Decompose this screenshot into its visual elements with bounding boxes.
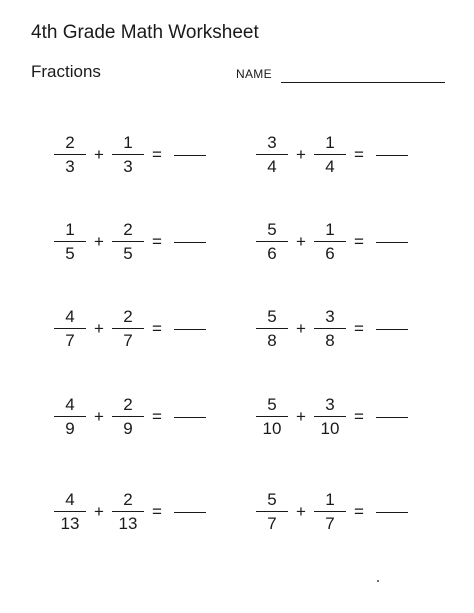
denominator: 7 [325, 514, 335, 533]
fraction-a [255, 134, 289, 176]
denominator: 13 [118, 514, 138, 533]
answer-line[interactable] [376, 329, 408, 330]
plus-sign: + [296, 407, 306, 426]
fraction-a [255, 221, 289, 263]
denominator: 7 [65, 331, 75, 350]
equals-sign: = [152, 502, 162, 521]
numerator: 5 [267, 307, 277, 326]
denominator: 13 [60, 514, 80, 533]
numerator: 5 [267, 490, 277, 509]
fraction-b [313, 221, 347, 263]
answer-line[interactable] [376, 512, 408, 513]
numerator: 1 [325, 490, 335, 509]
denominator: 6 [325, 244, 335, 263]
numerator: 2 [123, 490, 133, 509]
equals-sign: = [354, 145, 364, 164]
answer-line[interactable] [174, 417, 206, 418]
equals-sign: = [354, 407, 364, 426]
numerator: 2 [123, 307, 133, 326]
fraction-bar [112, 154, 144, 155]
plus-sign: + [94, 232, 104, 251]
denominator: 10 [262, 419, 282, 438]
fraction-b [111, 134, 145, 176]
numerator: 4 [65, 490, 75, 509]
fraction-b [313, 491, 347, 533]
answer-line[interactable] [376, 242, 408, 243]
fraction-bar [314, 511, 346, 512]
fraction-bar [54, 328, 86, 329]
answer-line[interactable] [174, 512, 206, 513]
fraction-b [313, 396, 347, 438]
problem-4 [255, 220, 408, 264]
name-line[interactable] [281, 82, 445, 83]
numerator: 4 [65, 307, 75, 326]
numerator: 3 [325, 395, 335, 414]
plus-sign: + [94, 319, 104, 338]
denominator: 8 [267, 331, 277, 350]
problem-6 [255, 307, 408, 351]
fraction-bar [314, 241, 346, 242]
denominator: 3 [123, 157, 133, 176]
fraction-a [53, 308, 87, 350]
problem-5 [53, 307, 206, 351]
denominator: 6 [267, 244, 277, 263]
fraction-bar [112, 328, 144, 329]
problem-9 [53, 490, 206, 534]
problem-7 [53, 395, 206, 439]
numerator: 1 [325, 220, 335, 239]
numerator: 2 [123, 395, 133, 414]
fraction-a [53, 396, 87, 438]
fraction-bar [112, 511, 144, 512]
denominator: 5 [123, 244, 133, 263]
fraction-bar [256, 154, 288, 155]
numerator: 1 [65, 220, 75, 239]
equals-sign: = [152, 407, 162, 426]
denominator: 8 [325, 331, 335, 350]
problem-1 [53, 133, 206, 177]
fraction-b [313, 308, 347, 350]
problem-8 [255, 395, 408, 439]
numerator: 4 [65, 395, 75, 414]
section-subtitle: Fractions [31, 62, 101, 81]
equals-sign: = [152, 145, 162, 164]
numerator: 2 [123, 220, 133, 239]
numerator: 5 [267, 395, 277, 414]
fraction-bar [314, 154, 346, 155]
plus-sign: + [94, 407, 104, 426]
plus-sign: + [296, 502, 306, 521]
denominator: 9 [65, 419, 75, 438]
numerator: 2 [65, 133, 75, 152]
answer-line[interactable] [174, 155, 206, 156]
stray-dot [377, 580, 379, 582]
fraction-a [53, 491, 87, 533]
fraction-bar [314, 416, 346, 417]
page-title: 4th Grade Math Worksheet [31, 22, 259, 43]
denominator: 7 [123, 331, 133, 350]
fraction-bar [112, 241, 144, 242]
problem-2 [255, 133, 408, 177]
fraction-a [53, 134, 87, 176]
plus-sign: + [296, 319, 306, 338]
fraction-bar [256, 241, 288, 242]
fraction-a [53, 221, 87, 263]
numerator: 1 [325, 133, 335, 152]
fraction-bar [54, 154, 86, 155]
answer-line[interactable] [376, 417, 408, 418]
denominator: 10 [320, 419, 340, 438]
plus-sign: + [94, 502, 104, 521]
denominator: 7 [267, 514, 277, 533]
answer-line[interactable] [174, 242, 206, 243]
plus-sign: + [296, 145, 306, 164]
problem-3 [53, 220, 206, 264]
fraction-bar [256, 328, 288, 329]
fraction-bar [112, 416, 144, 417]
equals-sign: = [354, 232, 364, 251]
fraction-b [111, 221, 145, 263]
denominator: 4 [325, 157, 335, 176]
denominator: 4 [267, 157, 277, 176]
denominator: 5 [65, 244, 75, 263]
denominator: 9 [123, 419, 133, 438]
numerator: 3 [325, 307, 335, 326]
equals-sign: = [354, 319, 364, 338]
answer-line[interactable] [376, 155, 408, 156]
denominator: 3 [65, 157, 75, 176]
name-label: NAME [236, 67, 272, 81]
problem-10 [255, 490, 408, 534]
fraction-b [111, 491, 145, 533]
numerator: 5 [267, 220, 277, 239]
numerator: 1 [123, 133, 133, 152]
fraction-bar [314, 328, 346, 329]
fraction-bar [54, 416, 86, 417]
fraction-bar [256, 511, 288, 512]
plus-sign: + [296, 232, 306, 251]
equals-sign: = [152, 319, 162, 338]
fraction-b [313, 134, 347, 176]
fraction-b [111, 396, 145, 438]
fraction-bar [54, 241, 86, 242]
fraction-bar [54, 511, 86, 512]
equals-sign: = [354, 502, 364, 521]
equals-sign: = [152, 232, 162, 251]
fraction-bar [256, 416, 288, 417]
plus-sign: + [94, 145, 104, 164]
fraction-a [255, 491, 289, 533]
fraction-a [255, 308, 289, 350]
fraction-a [255, 396, 289, 438]
fraction-b [111, 308, 145, 350]
answer-line[interactable] [174, 329, 206, 330]
numerator: 3 [267, 133, 277, 152]
